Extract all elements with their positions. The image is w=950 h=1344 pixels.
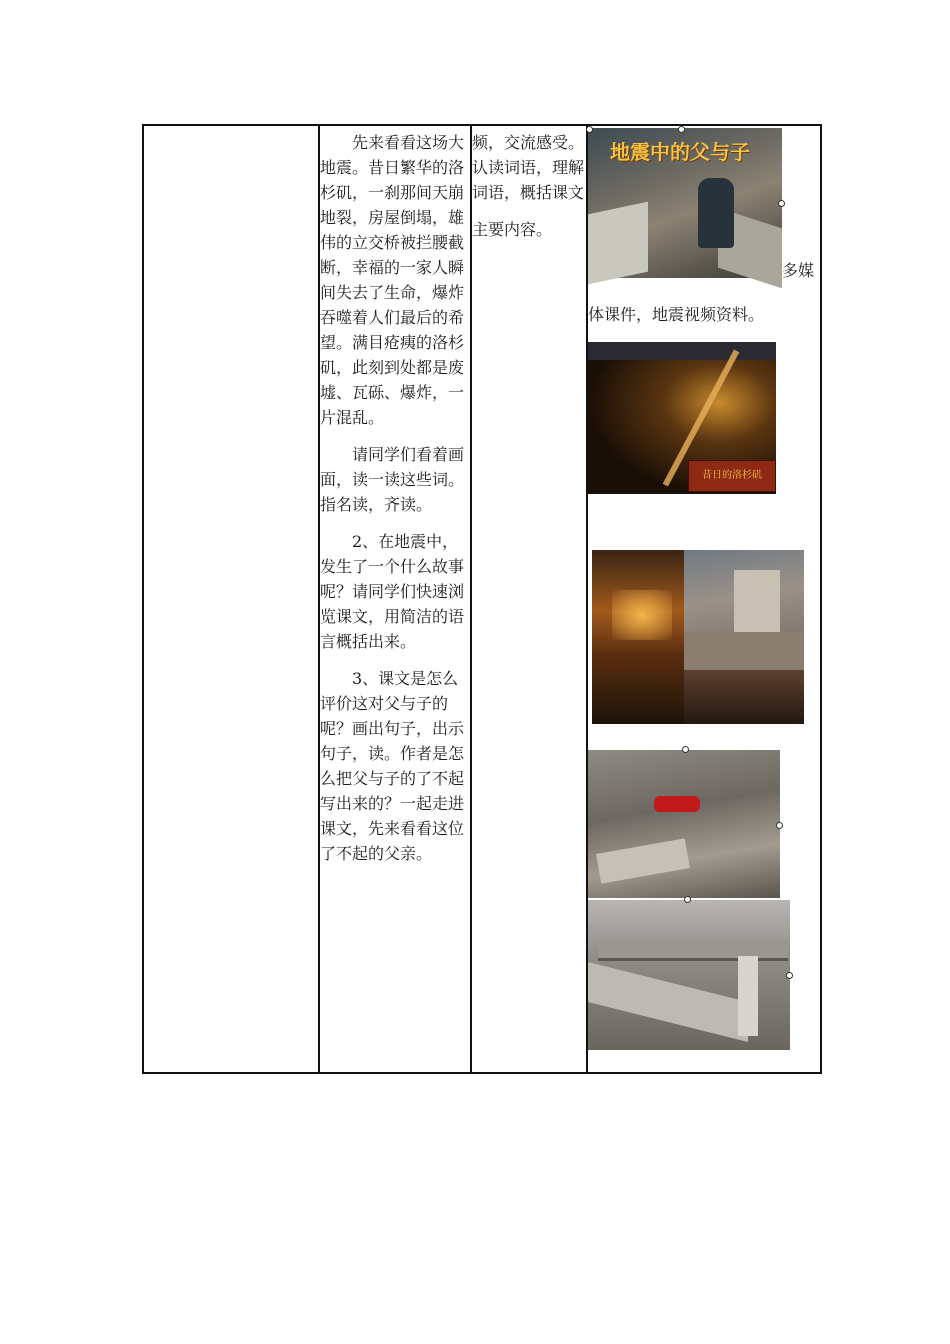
teaching-process-cell <box>320 130 468 878</box>
media-label-start: 多媒 <box>782 261 815 280</box>
resize-handle[interactable] <box>682 746 689 753</box>
paragraph-earthquake-intro: 先来看看这场大地震。昔日繁华的洛杉矶，一刹那间天崩地裂，房屋倒塌，雄伟的立交桥被拦腰截断，幸福的一家人瞬间失去了生命，爆炸吞噬着人们最后的希望。满目疮痍的洛杉矶，此刻到处都是废墟、瓦砾、爆炸，一片混乱。 <box>320 133 465 427</box>
activity-text: 频，交流感受。认读词语，理解词语，概括课文 <box>472 133 585 202</box>
broken-bridge-image[interactable] <box>588 900 790 1050</box>
paragraph-question-3: 3、课文是怎么评价这对父与子的呢？画出句子，出示句子，读。作者是怎么把父与子的了不起写出来的？一起走进课文，先来看看这位了不起的父亲。 <box>320 669 465 863</box>
city-night-image[interactable] <box>588 342 776 494</box>
resize-handle[interactable] <box>684 896 691 903</box>
fire-street-image[interactable] <box>684 670 804 724</box>
student-activity-cell <box>472 130 590 242</box>
resize-handle[interactable] <box>786 972 793 979</box>
resize-handle[interactable] <box>778 200 785 207</box>
collapsed-building-image[interactable] <box>684 550 804 670</box>
rubble-image[interactable] <box>588 750 780 898</box>
resize-handle[interactable] <box>586 126 593 133</box>
resize-handle[interactable] <box>678 126 685 133</box>
slide-title-image[interactable] <box>588 128 782 278</box>
paragraph-question-2: 2、在地震中，发生了一个什么故事呢？请同学们快速浏览课文，用简洁的语言概括出来。 <box>320 532 465 651</box>
activity-text-end: 主要内容。 <box>472 220 553 239</box>
lesson-table <box>142 124 822 1074</box>
slide-title-text: 地震中的父与子 <box>610 140 750 164</box>
city-caption: 昔日的洛杉矶 <box>688 460 776 492</box>
fire-image[interactable] <box>592 550 688 724</box>
column-divider <box>470 126 472 1072</box>
media-label-end: 体课件，地震视频资料。 <box>588 305 765 324</box>
paragraph-read-words: 请同学们看着画面，读一读这些词。指名读，齐读。 <box>320 445 465 514</box>
resize-handle[interactable] <box>776 822 783 829</box>
